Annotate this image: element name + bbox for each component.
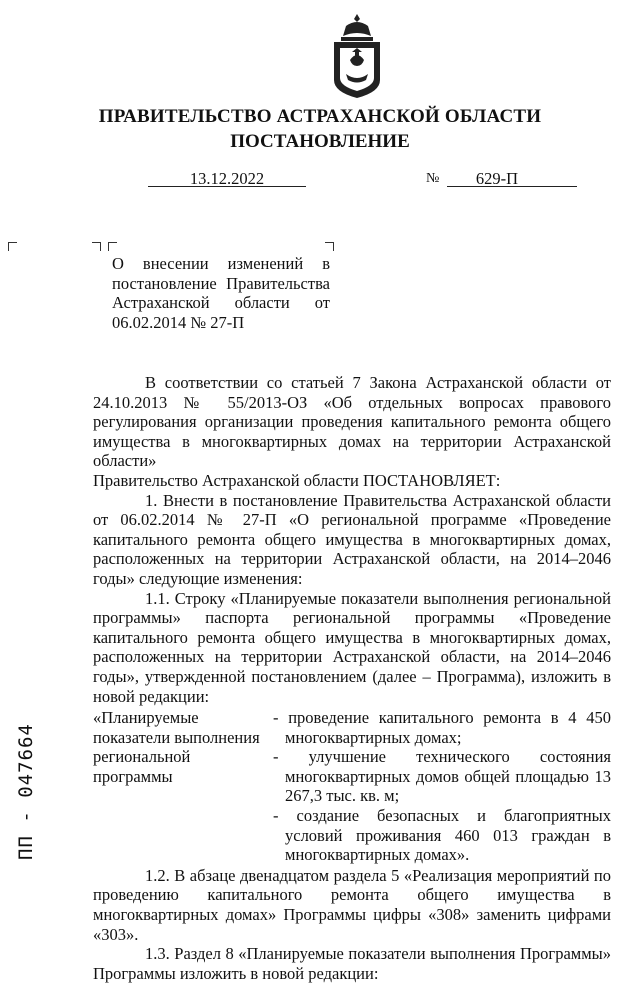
item-1-1-paragraph: 1.1. Строку «Планируемые показатели выполнения региональной программы» паспорта региональной программы «Проведение капитального ремонта общего имущества в многоквартирных домах, расположенных на территории Астраханской области, на 2014–2046 годы», утвержденной постановлением (далее – Программа), изложить в новой редакции: xyxy=(93,588,611,706)
date-underline xyxy=(148,186,306,187)
document-date: 13.12.2022 xyxy=(189,169,265,188)
decree-paragraph: Правительство Астраханской области ПОСТАНОВЛЯЕТ: xyxy=(93,470,501,490)
number-underline xyxy=(447,186,577,187)
registration-stamp xyxy=(2,720,37,860)
corner-mark xyxy=(325,242,334,251)
document-subject: О внесении изменений в постановление Правительства Астраханской области от 06.02.2014 № 27-П xyxy=(112,254,330,332)
indicators-table xyxy=(93,708,611,865)
organization-title: ПРАВИТЕЛЬСТВО АСТРАХАНСКОЙ ОБЛАСТИ xyxy=(98,106,542,127)
corner-mark xyxy=(8,242,17,251)
number-sign: № xyxy=(426,171,440,186)
item-1-2-paragraph: 1.2. В абзаце двенадцатом раздела 5 «Реализация мероприятий по проведению капитального ремонта общего имущества в многоквартирных домах» Программы цифры «308» заменить цифрами «303». xyxy=(93,865,611,944)
intro-paragraph: В соответствии со статьей 7 Закона Астраханской области от 24.10.2013 № 55/2013-ОЗ «Об отдельных вопросах правового регулирования организации проведения капитального ремонта общего имущества в многоквартирных домах на территории Астраханской области» xyxy=(93,373,611,471)
coat-of-arms-emblem xyxy=(326,12,388,100)
item-1-paragraph: 1. Внести в постановление Правительства Астраханской области от 06.02.2014 № 27-П «О региональной программе «Проведение капитального ремонта общего имущества в многоквартирных домах, расположенных на территории Астраханской области, на 2014–2046 годы» следующие изменения: xyxy=(93,490,611,588)
item-1-3-paragraph: 1.3. Раздел 8 «Планируемые показатели выполнения Программы» Программы изложить в новой редакции: xyxy=(93,944,611,983)
table-list-item: - проведение капитального ремонта в 4 450 многоквартирных домах; xyxy=(273,708,611,747)
document-number: 629-П xyxy=(475,169,519,188)
table-list-item: - улучшение технического состояния многоквартирных домов общей площадью 13 267,3 тыс. кв. м; xyxy=(273,747,611,806)
table-list-item: - создание безопасных и благоприятных условий проживания 460 013 граждан в многоквартирных домах». xyxy=(273,806,611,865)
document-type: ПОСТАНОВЛЕНИЕ xyxy=(230,131,410,152)
corner-mark xyxy=(108,242,117,251)
stamp-number: ПП - 047664 xyxy=(15,723,37,860)
table-value-cell xyxy=(273,708,611,865)
document-body xyxy=(93,373,611,983)
table-label-cell: «Планируемые показатели выполнения региональной программы xyxy=(93,708,260,786)
corner-mark xyxy=(92,242,101,251)
